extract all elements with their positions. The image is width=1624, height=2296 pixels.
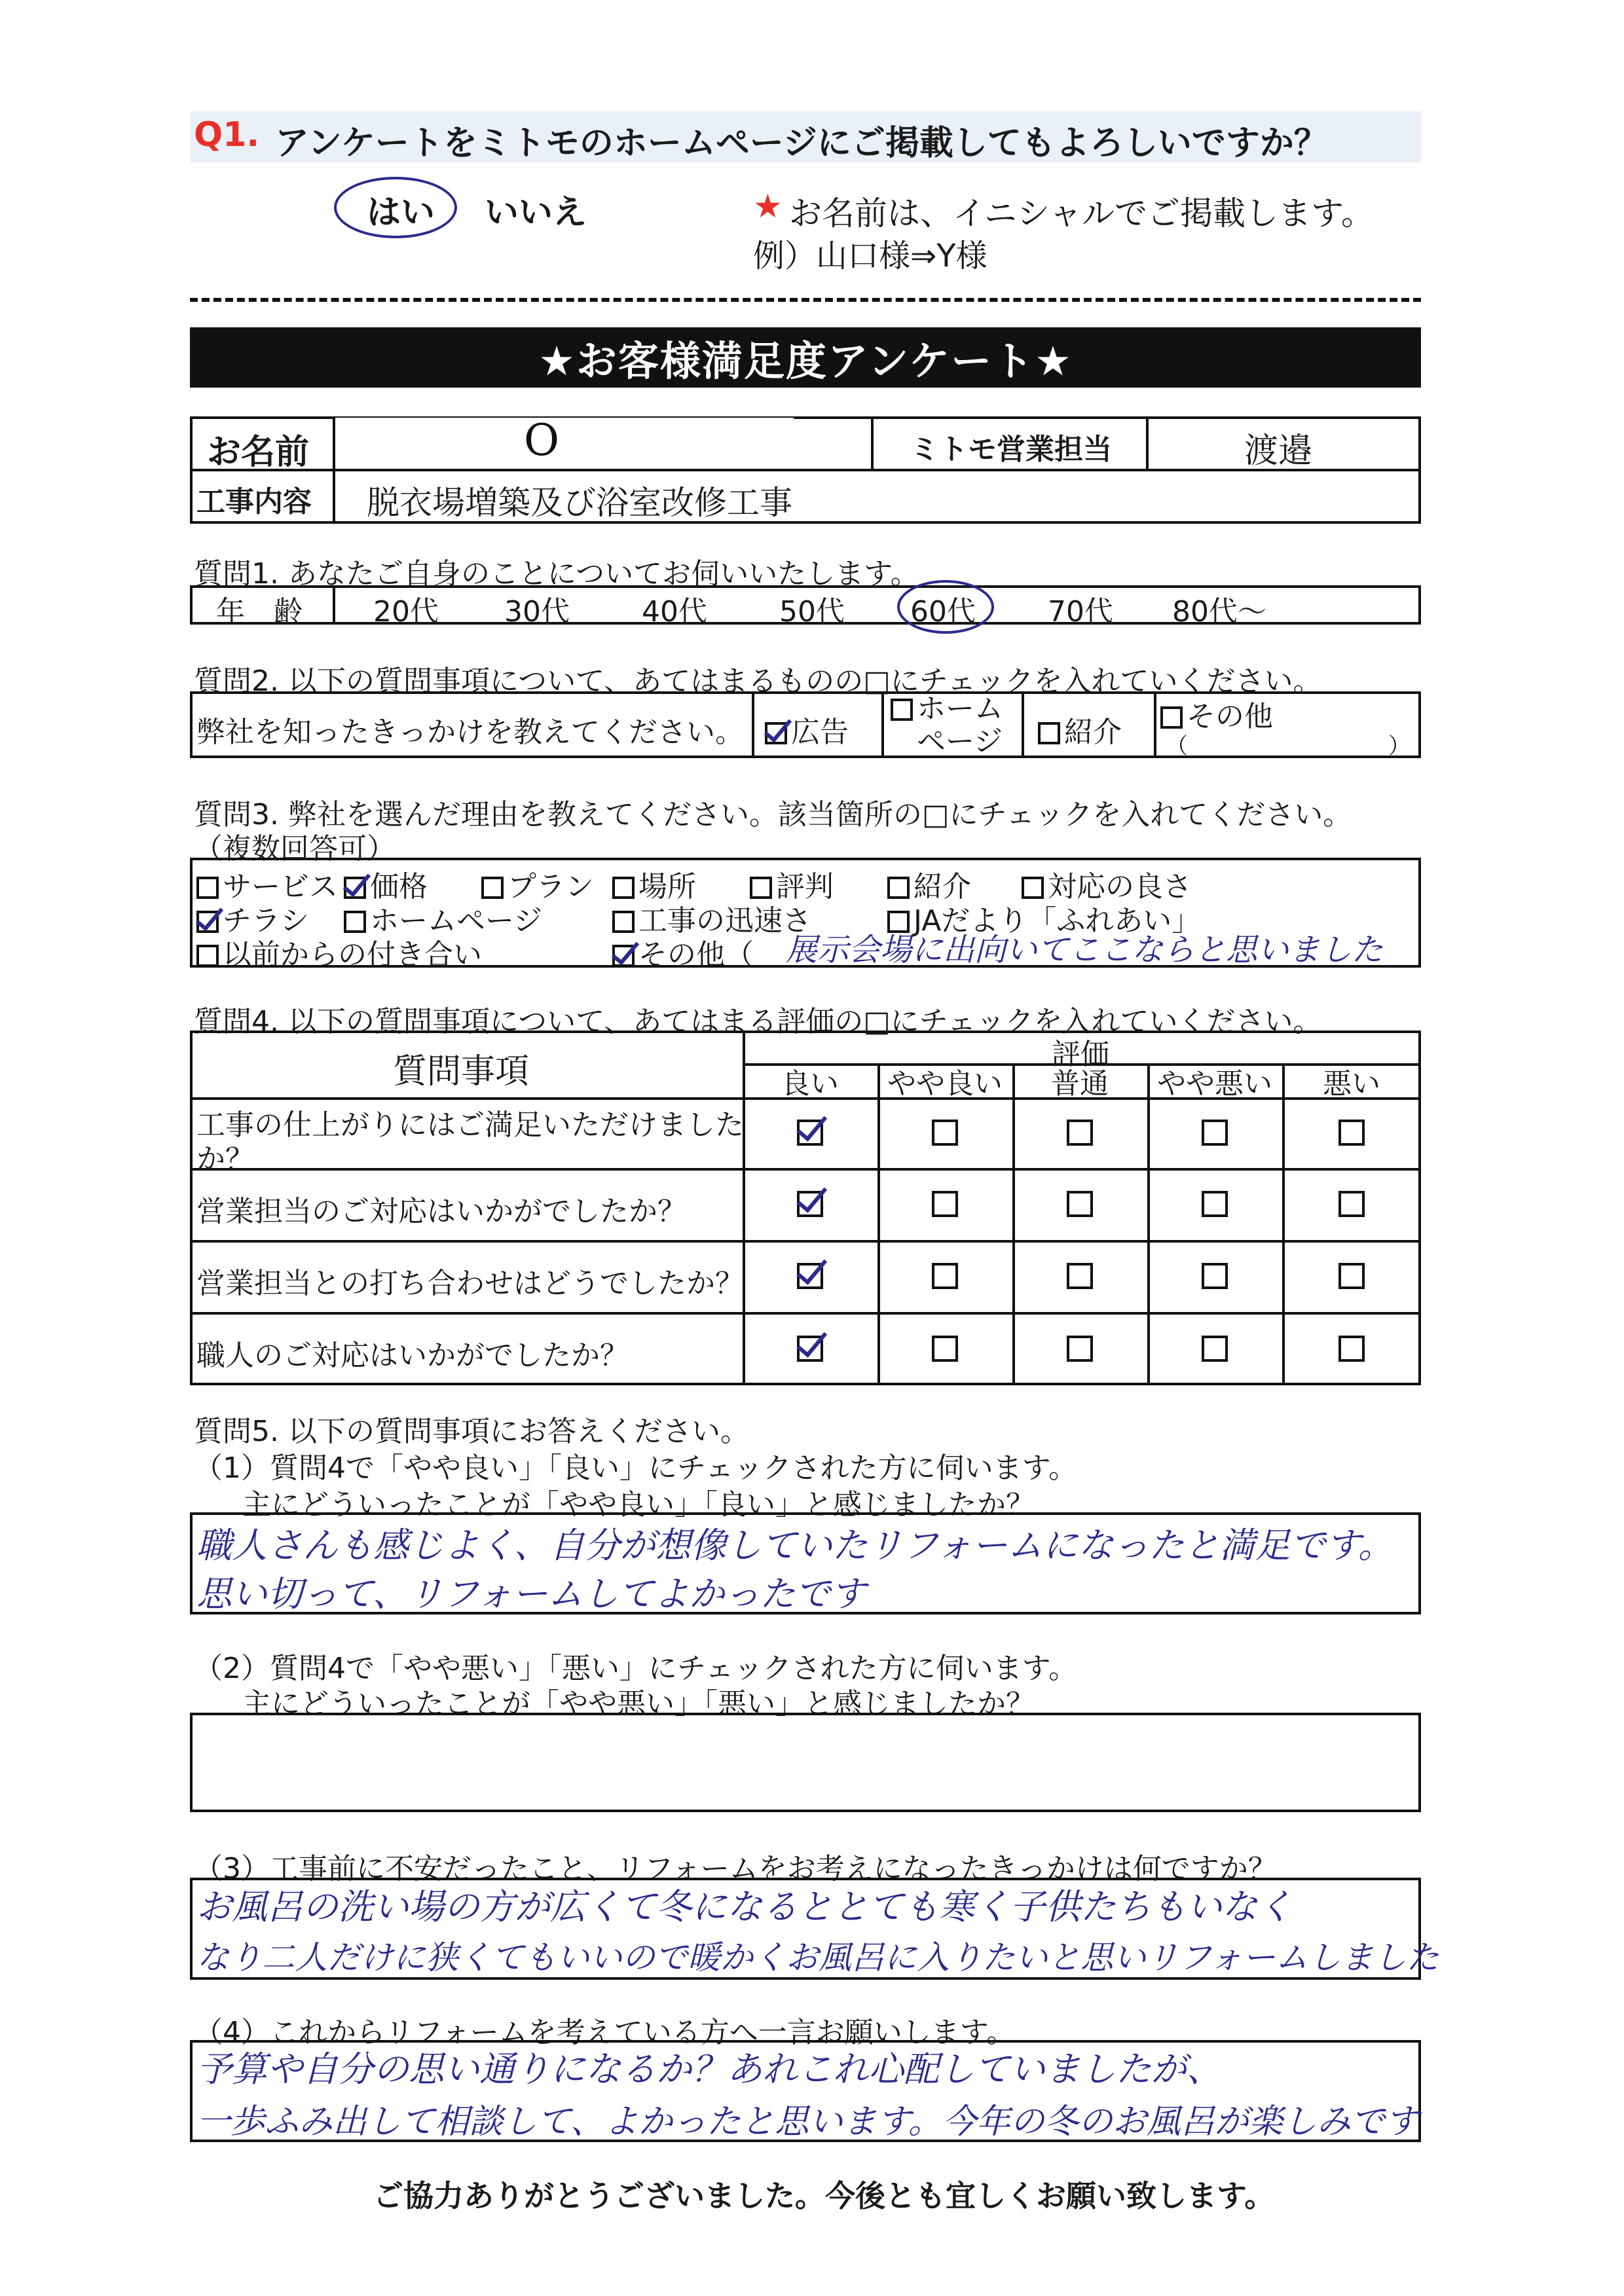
q-2-heading: 質問2. 以下の質問事項について、あてはまるものの□にチェックを入れていください。 (194, 665, 1322, 698)
q4-r2-good[interactable] (797, 1191, 823, 1217)
q3-other-answer: 展示会場に出向いてここならと思いました (786, 932, 1384, 968)
q5-answer1-line1: 職人さんも感じよく、自分が想像していたリフォームになったと満足です。 (196, 1525, 1393, 1566)
q1-note1: お名前は、イニシャルでご掲載します。 (789, 194, 1374, 232)
checkbox-other[interactable] (1160, 706, 1183, 729)
footer-thanks: ご協力ありがとうございました。今後とも宜しくお願い致します。 (373, 2178, 1275, 2214)
checkbox-plan[interactable] (481, 877, 504, 899)
q3-opt-place-label: 場所 (638, 870, 696, 903)
q4-row4-text: 職人のご対応はいかがでしたか？ (196, 1339, 629, 1372)
q3-opt-plan-label: プラン (507, 870, 594, 903)
q-1-heading: 質問1. あなたご自身のことについてお伺いいたします。 (194, 557, 919, 591)
q4-row1-text-a: 工事の仕上がりにはご満足いただけました (196, 1108, 744, 1142)
q4-r2-average[interactable] (1067, 1191, 1093, 1217)
checkbox-ad[interactable] (765, 722, 787, 744)
checkbox-relationship[interactable] (196, 945, 219, 967)
q3-opt-speed-label: 工事の迅速さ (638, 904, 811, 938)
q-3-heading: 質問3. 弊社を選んだ理由を教えてください。該当箇所の□にチェックを入れてください。 (194, 798, 1352, 831)
q4-rating-fairly-good: やや良い (887, 1067, 1003, 1101)
q1-note-star: ★ (753, 187, 783, 225)
checkbox-service[interactable] (196, 877, 219, 899)
q2-opt-home-label2: ページ (917, 725, 1003, 758)
q3-opt-ja-label: JAだより「ふれあい」 (913, 904, 1201, 938)
q1-label: Q1. (194, 115, 260, 155)
checkbox-q3-intro[interactable] (887, 877, 910, 899)
q-4-heading: 質問4. 以下の質問事項について、あてはまる評価の□にチェックを入れていください。 (194, 1005, 1322, 1038)
q4-col-question: 質問事項 (393, 1052, 530, 1091)
q4-r3-average[interactable] (1067, 1263, 1093, 1289)
q4-row2-text: 営業担当のご対応はいかがでしたか？ (196, 1195, 686, 1228)
q2-question: 弊社を知ったきっかけを教えてください。 (196, 716, 744, 749)
q4-rating-good: 良い (781, 1067, 839, 1101)
checkbox-reputation[interactable] (750, 877, 772, 899)
q5-p3: （3）工事前に不安だったこと、リフォームをお考えになったきっかけは何ですか？ (194, 1852, 1277, 1886)
q5-p2-b: 主にどういったことが「やや悪い」「悪い」と感じましたか？ (242, 1687, 1035, 1721)
q2-opt-home[interactable] (891, 693, 1003, 758)
q2-paren-open: （ (1166, 733, 1188, 759)
q2-opt-home-label1: ホーム (917, 692, 1003, 725)
age-40[interactable]: 40代 (642, 595, 707, 629)
q4-r2-fairly-bad[interactable] (1202, 1191, 1228, 1217)
dashed-divider (190, 298, 1421, 302)
q5-p4: （4）これからリフォームを考えている方へ一言お願いします。 (194, 2016, 1016, 2049)
checkbox-q3-other[interactable] (612, 945, 635, 967)
q2-opt-intro-label: 紹介 (1064, 716, 1122, 749)
name-label: お名前 (207, 433, 310, 472)
q4-rating-bad: 悪い (1323, 1067, 1380, 1101)
q4-r1-good[interactable] (797, 1120, 823, 1146)
q4-r4-fairly-bad[interactable] (1202, 1336, 1228, 1362)
sales-label: ミトモ営業担当 (910, 433, 1112, 466)
q1-question: アンケートをミトモのホームページにご掲載してもよろしいですか？ (275, 124, 1328, 163)
checkbox-flyer[interactable] (196, 911, 219, 933)
work-label: 工事内容 (196, 485, 312, 519)
q3-opt-other-label: その他（ (638, 938, 754, 972)
q4-row1-text-b: か？ (196, 1142, 254, 1176)
q4-r1-bad[interactable] (1338, 1120, 1365, 1146)
q3-opt-relationship-label: 以前からの付き合い (223, 938, 482, 972)
q5-answer1-line2: 思い切って、リフォームしてよかったです (196, 1573, 866, 1614)
q3-opt-relationship[interactable] (196, 931, 482, 973)
q4-r3-good[interactable] (797, 1263, 823, 1289)
age-60-circle (897, 580, 994, 634)
checkbox-home[interactable] (891, 699, 913, 721)
checkbox-intro[interactable] (1038, 722, 1060, 744)
q4-r3-bad[interactable] (1338, 1263, 1365, 1289)
q4-r4-bad[interactable] (1338, 1336, 1365, 1362)
checkbox-place[interactable] (612, 877, 635, 899)
q3-opt-intro-label: 紹介 (913, 870, 971, 903)
survey-title-bar (190, 327, 1421, 388)
q3-opt-flyer-label: チラシ (223, 904, 309, 938)
q1-note2: 例）山口様⇒Y様 (753, 238, 987, 274)
q4-r4-average[interactable] (1067, 1336, 1093, 1362)
q3-opt-homepage-label: ホームページ (370, 904, 543, 938)
q1-no[interactable]: いいえ (485, 193, 587, 232)
work-value: 脱衣場増築及び浴室改修工事 (367, 484, 792, 522)
q2-opt-ad-label: 広告 (791, 716, 849, 749)
checkbox-homepage[interactable] (344, 911, 366, 933)
checkbox-price[interactable] (344, 877, 366, 899)
age-label: 年 齢 (216, 595, 303, 629)
q4-r1-average[interactable] (1067, 1120, 1093, 1146)
q4-rating-average: 普通 (1051, 1067, 1109, 1101)
q3-opt-other[interactable] (612, 931, 754, 973)
q5-p1-b: 主にどういったことが「やや良い」「良い」と感じましたか？ (242, 1488, 1035, 1522)
checkbox-service-quality[interactable] (1022, 877, 1044, 899)
survey-title: ★お客様満足度アンケート★ (538, 337, 1073, 385)
q4-r2-fairly-good[interactable] (932, 1191, 958, 1217)
q4-col-eval: 評価 (1052, 1038, 1109, 1071)
yes-circle (334, 177, 457, 238)
q5-p1-a: （1）質問4で「やや良い」「良い」にチェックされた方に伺います。 (194, 1451, 1078, 1485)
q4-r2-bad[interactable] (1338, 1191, 1365, 1217)
age-50[interactable]: 50代 (779, 595, 845, 629)
sales-value: 渡邉 (1244, 431, 1313, 471)
q4-r1-fairly-bad[interactable] (1202, 1120, 1228, 1146)
q3-opt-reputation-label: 評判 (776, 870, 834, 903)
q3-opt-price-label: 価格 (370, 870, 428, 903)
age-20[interactable]: 20代 (373, 595, 439, 629)
q-3-sub: （複数回答可） (194, 832, 396, 866)
q4-r4-good[interactable] (797, 1336, 823, 1362)
q3-opt-service-label: サービス (223, 870, 338, 903)
q5-answer2-box[interactable] (190, 1713, 1421, 1812)
q5-answer3-line2: なり二人だけに狭くてもいいので暖かくお風呂に入りたいと思いリフォームしました (196, 1939, 1439, 1977)
q-5-heading: 質問5. 以下の質問事項にお答えください。 (194, 1415, 749, 1448)
q4-r4-fairly-good[interactable] (932, 1336, 958, 1362)
q3-opt-service-quality-label: 対応の良さ (1048, 870, 1192, 903)
name-redaction (335, 418, 794, 467)
q4-r3-fairly-bad[interactable] (1202, 1263, 1228, 1289)
age-70[interactable]: 70代 (1048, 595, 1113, 629)
q5-answer4-line1: 予算や自分の思い通りになるか？あれこれ心配していましたが、 (196, 2049, 1222, 2090)
name-value: O (524, 415, 560, 465)
q5-answer3-line1: お風呂の洗い場の方が広くて冬になるととても寒く子供たちもいなく (196, 1886, 1293, 1927)
age-80[interactable]: 80代～ (1172, 595, 1266, 629)
q2-paren-close: ） (1388, 733, 1411, 759)
q4-rating-fairly-bad: やや悪い (1157, 1067, 1272, 1101)
checkbox-speed[interactable] (612, 911, 635, 933)
age-60[interactable]: 60代 (910, 595, 976, 629)
q2-opt-other-label: その他 (1187, 700, 1273, 733)
q1-yes[interactable]: はい (367, 193, 435, 232)
q2-opt-intro[interactable] (1038, 708, 1122, 750)
q5-p2-a: （2）質問4で「やや悪い」「悪い」にチェックされた方に伺います。 (194, 1652, 1078, 1685)
q4-r3-fairly-good[interactable] (932, 1263, 958, 1289)
q4-r1-fairly-good[interactable] (932, 1120, 958, 1146)
age-30[interactable]: 30代 (504, 595, 570, 629)
q5-answer4-line2: 一歩ふみ出して相談して、よかったと思います。今年の冬のお風呂が楽しみです (196, 2102, 1419, 2141)
q4-row3-text: 営業担当との打ち合わせはどうでしたか？ (196, 1267, 744, 1300)
q2-opt-ad[interactable] (765, 708, 849, 750)
